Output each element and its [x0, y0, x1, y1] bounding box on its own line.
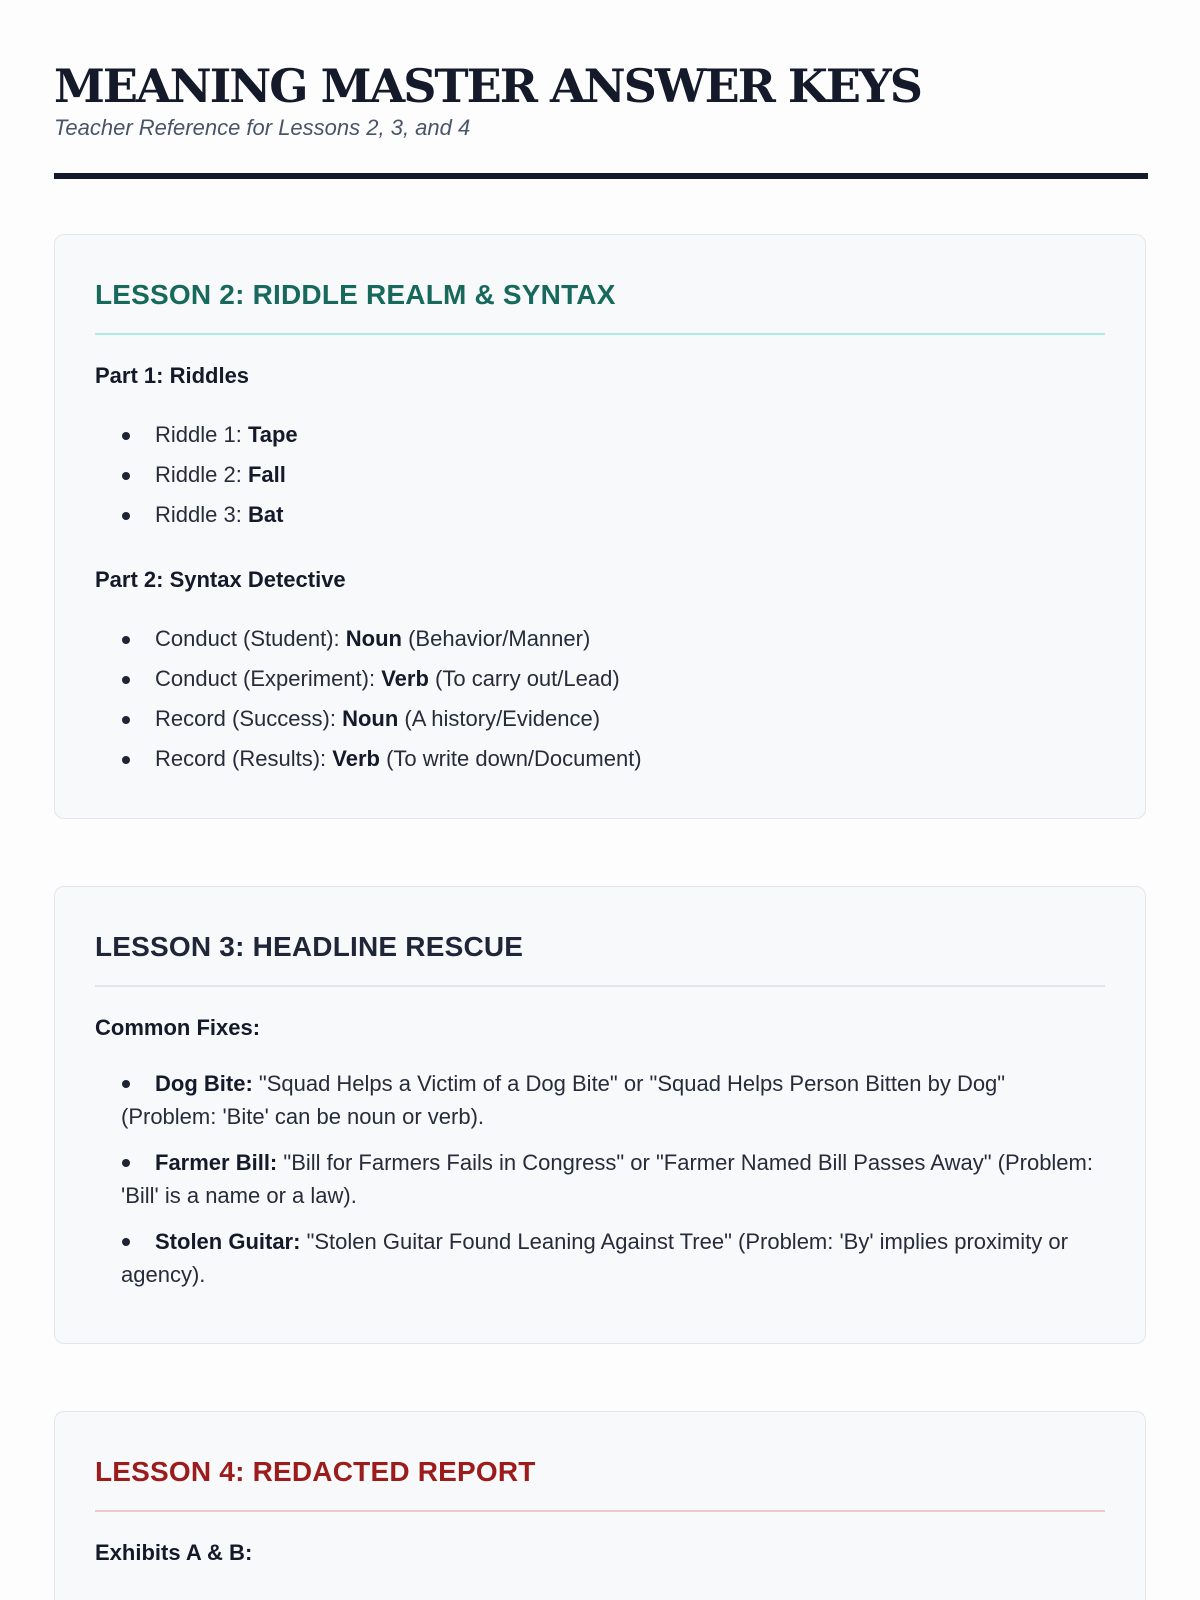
item-label: Riddle 2:: [155, 462, 248, 487]
list-item: [95, 739, 1105, 779]
list-item: [95, 699, 1105, 739]
item-label: Record (Results):: [155, 746, 333, 771]
item-note: (To write down/Document): [379, 746, 642, 771]
item-label: Riddle 3:: [155, 502, 248, 527]
common-fixes-heading: Common Fixes:: [95, 1015, 261, 1040]
item-answer: Bat: [247, 502, 284, 527]
list-item: [95, 415, 1105, 455]
document-title: MEANING MASTER ANSWER KEYS: [54, 59, 921, 113]
part-1-heading: Part 1: Riddles: [95, 363, 250, 388]
list-item: [95, 455, 1105, 495]
item-label: Dog Bite:: [155, 1071, 253, 1096]
list-item: [95, 1225, 1105, 1291]
item-label: Record (Success):: [155, 706, 343, 731]
part-2-heading: Part 2: Syntax Detective: [95, 567, 346, 592]
item-label: Riddle 1:: [155, 422, 248, 447]
item-label: Stolen Guitar:: [155, 1229, 301, 1254]
item-answer: Fall: [247, 462, 286, 487]
item-note: (Behavior/Manner): [401, 626, 591, 651]
item-text: "Squad Helps a Victim of a Dog Bite" or "Squad Helps Person Bitten by Dog" (Problem: 'Bite' can be noun or verb).: [121, 1071, 1006, 1129]
lesson-2-card: [54, 234, 1146, 819]
list-item: [95, 619, 1105, 659]
lesson-4-heading: LESSON 4: REDACTED REPORT: [95, 1452, 1105, 1512]
lesson-3-heading: LESSON 3: HEADLINE RESCUE: [95, 927, 1105, 987]
item-answer: Verb: [332, 746, 380, 771]
item-answer: Tape: [247, 422, 298, 447]
list-item: [95, 495, 1105, 535]
item-answer: Noun: [342, 706, 399, 731]
headline-fix-list: [95, 1067, 1105, 1291]
item-answer: Verb: [381, 666, 429, 691]
syntax-answer-list: [95, 619, 1105, 779]
exhibits-heading: Exhibits A & B:: [95, 1540, 253, 1565]
list-item: [95, 659, 1105, 699]
item-text: "Stolen Guitar Found Leaning Against Tree" (Problem: 'By' implies proximity or agency).: [121, 1229, 1068, 1287]
item-note: (A history/Evidence): [398, 706, 601, 731]
item-text: "Bill for Farmers Fails in Congress" or "Farmer Named Bill Passes Away" (Problem: 'Bill' is a name or a law).: [121, 1150, 1093, 1208]
item-answer: Noun: [345, 626, 402, 651]
riddle-answer-list: [95, 415, 1105, 535]
lesson-2-heading: LESSON 2: RIDDLE REALM & SYNTAX: [95, 275, 1105, 335]
document-header: [54, 56, 1148, 142]
list-item: [95, 1146, 1105, 1212]
item-label: Conduct (Experiment):: [155, 666, 382, 691]
lesson-3-card: [54, 886, 1146, 1344]
item-note: (To carry out/Lead): [428, 666, 620, 691]
header-divider: [54, 173, 1148, 179]
document-subtitle: Teacher Reference for Lessons 2, 3, and 4: [54, 115, 471, 140]
lesson-4-card: [54, 1411, 1146, 1600]
list-item: [95, 1067, 1105, 1133]
item-label: Farmer Bill:: [155, 1150, 278, 1175]
item-label: Conduct (Student):: [155, 626, 346, 651]
